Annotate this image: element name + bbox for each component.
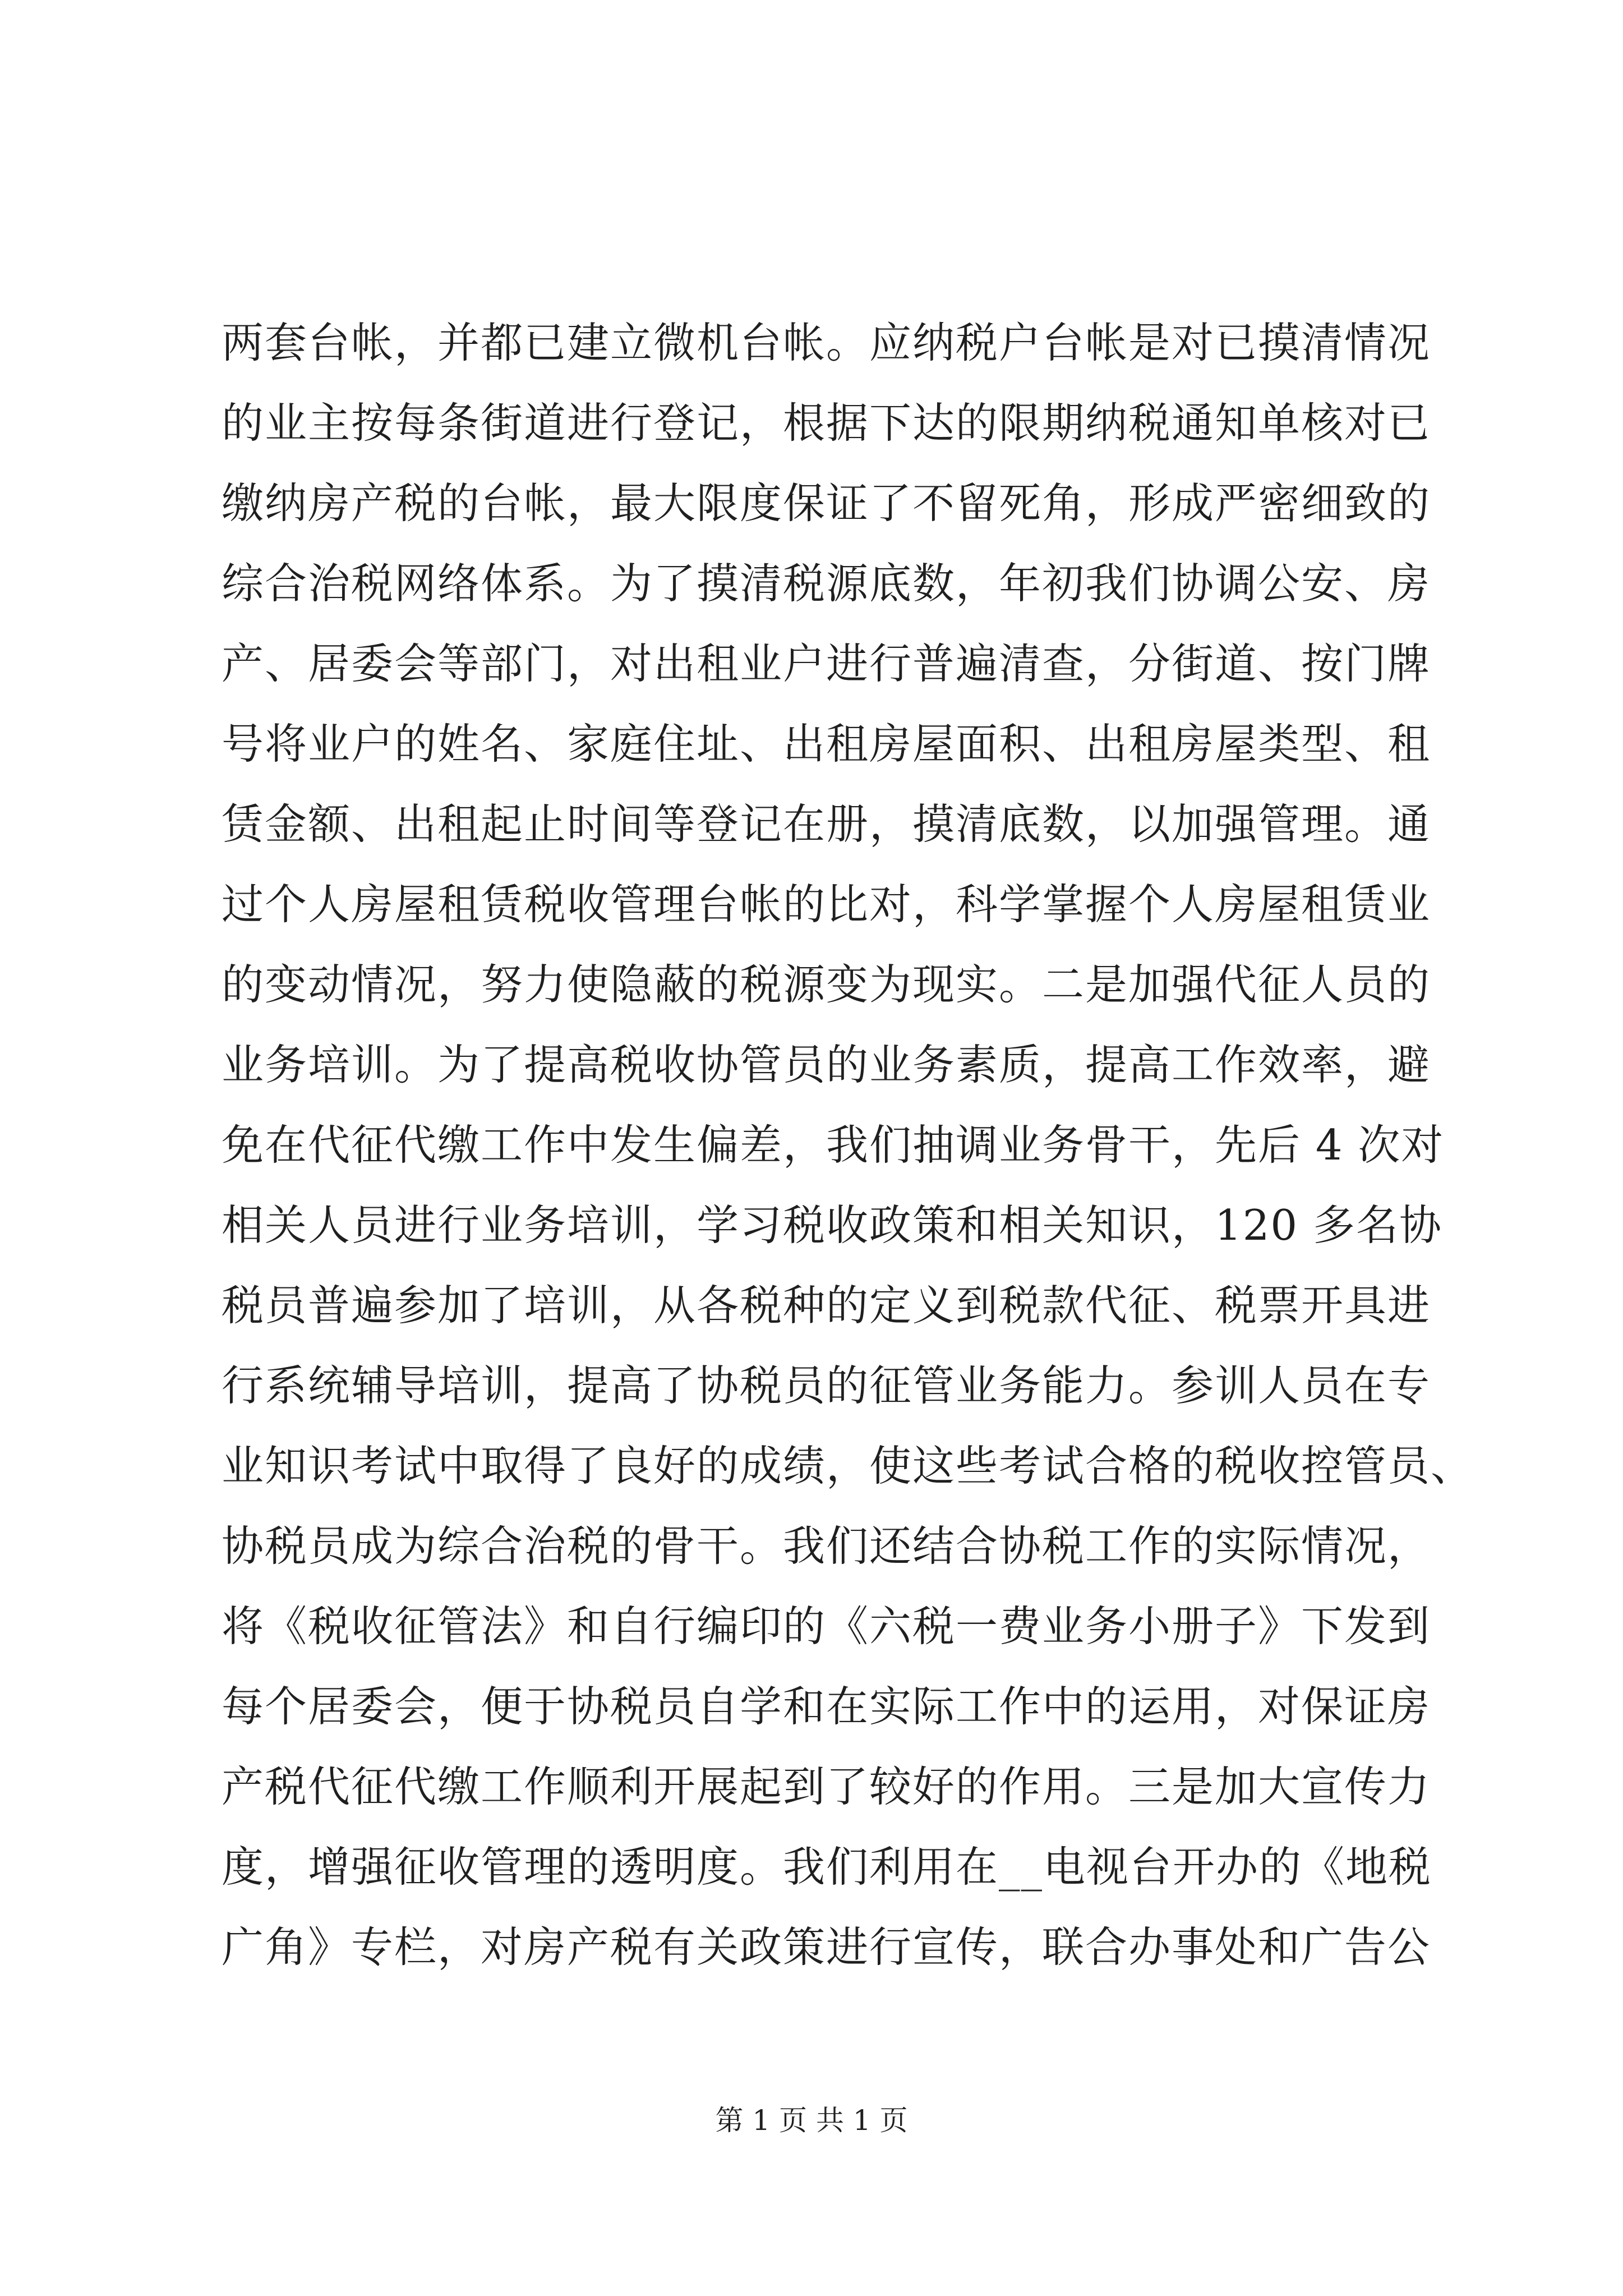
text-line: 两套台帐，并都已建立微机台帐。应纳税户台帐是对已摸清情况 [222,318,1431,367]
text-line: 免在代征代缴工作中发生偏差，我们抽调业务骨干，先后 4 次对 [222,1120,1445,1170]
text-line: 业知识考试中取得了良好的成绩，使这些考试合格的税收控管员、 [222,1441,1474,1490]
text-line: 相关人员进行业务培训，学习税收政策和相关知识，120 多名协 [222,1200,1442,1250]
text-line: 综合治税网络体系。为了摸清税源底数，年初我们协调公安、房 [222,559,1431,608]
text-line: 税员普遍参加了培训，从各税种的定义到税款代征、税票开具进 [222,1281,1431,1330]
text-line: 将《税收征管法》和自行编印的《六税一费业务小册子》下发到 [222,1602,1431,1651]
text-line: 产、居委会等部门，对出租业户进行普遍清查，分街道、按门牌 [222,639,1431,688]
text-line: 每个居委会，便于协税员自学和在实际工作中的运用，对保证房 [222,1682,1431,1731]
text-line: 的业主按每条街道进行登记，根据下达的限期纳税通知单核对已 [222,398,1431,448]
text-line: 业务培训。为了提高税收协管员的业务素质，提高工作效率，避 [222,1040,1431,1089]
text-line: 号将业户的姓名、家庭住址、出租房屋面积、出租房屋类型、租 [222,719,1431,769]
text-line: 广角》专栏，对房产税有关政策进行宣传，联合办事处和广告公 [222,1922,1431,1972]
body-paragraph [222,303,1474,1987]
text-line: 行系统辅导培训，提高了协税员的征管业务能力。参训人员在专 [222,1361,1431,1410]
text-line: 赁金额、出租起止时间等登记在册，摸清底数，以加强管理。通 [222,799,1431,849]
text-line: 过个人房屋租赁税收管理台帐的比对，科学掌握个人房屋租赁业 [222,880,1431,929]
text-line: 度，增强征收管理的透明度。我们利用在__电视台开办的《地税 [222,1842,1432,1892]
text-line: 协税员成为综合治税的骨干。我们还结合协税工作的实际情况， [222,1521,1431,1571]
text-line: 的变动情况，努力使隐蔽的税源变为现实。二是加强代征人员的 [222,960,1431,1009]
text-line: 产税代征代缴工作顺利开展起到了较好的作用。三是加大宣传力 [222,1762,1431,1811]
page-footer [0,2101,1623,2140]
text-line: 缴纳房产税的台帐，最大限度保证了不留死角，形成严密细致的 [222,478,1431,528]
page-number: 第 1 页 共 1 页 [715,2104,908,2137]
